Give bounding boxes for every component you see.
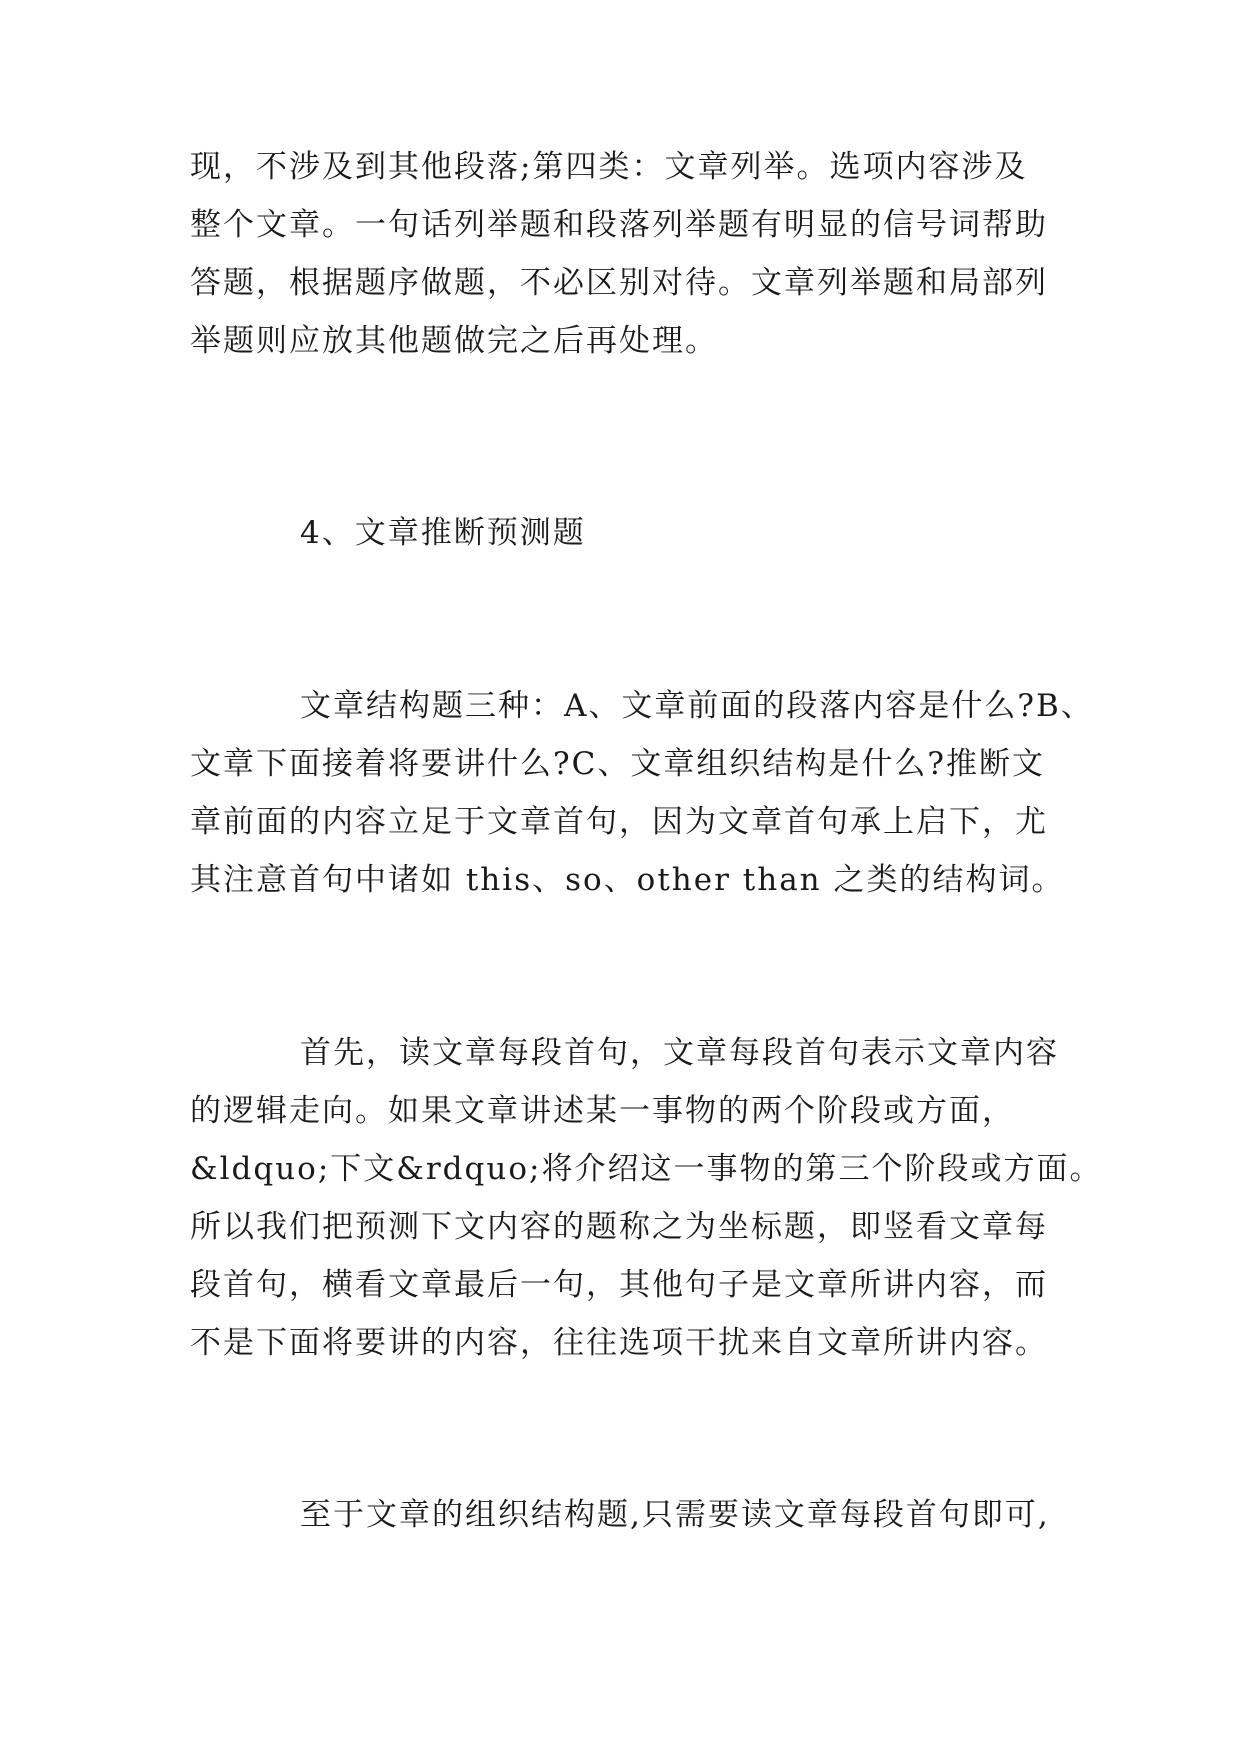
paragraph-line: 整个文章。一句话列举题和段落列举题有明显的信号词帮助 [190, 207, 1048, 243]
paragraph-line: 文章下面接着将要讲什么?C、文章组织结构是什么?推断文 [190, 746, 1045, 782]
paragraph-line: 答题，根据题序做题，不必区别对待。文章列举题和局部列 [190, 265, 1048, 301]
paragraph-line: 首先，读文章每段首句，文章每段首句表示文章内容 [300, 1035, 1059, 1071]
paragraph-line: 段首句，横看文章最后一句，其他句子是文章所讲内容，而 [190, 1267, 1048, 1303]
paragraph-line: 至于文章的组织结构题,只需要读文章每段首句即可, [300, 1497, 1050, 1533]
paragraph-line: 文章结构题三种：A、文章前面的段落内容是什么?B、 [300, 688, 1094, 724]
section-heading: 4、文章推断预测题 [300, 515, 586, 551]
paragraph-line: 章前面的内容立足于文章首句，因为文章首句承上启下，尤 [190, 804, 1048, 840]
paragraph-line: 举题则应放其他题做完之后再处理。 [190, 323, 718, 359]
paragraph-line: 其注意首句中诸如 this、so、other than 之类的结构词。 [190, 862, 1065, 898]
paragraph-line: 现，不涉及到其他段落;第四类：文章列举。选项内容涉及 [190, 149, 1028, 185]
paragraph-line: 的逻辑走向。如果文章讲述某一事物的两个阶段或方面， [190, 1093, 1015, 1129]
paragraph-line: 所以我们把预测下文内容的题称之为坐标题，即竖看文章每 [190, 1209, 1048, 1245]
paragraph-line: 不是下面将要讲的内容，往往选项干扰来自文章所讲内容。 [190, 1325, 1048, 1361]
paragraph-line: &ldquo;下文&rdquo;将介绍这一事物的第三个阶段或方面。 [190, 1151, 1103, 1187]
